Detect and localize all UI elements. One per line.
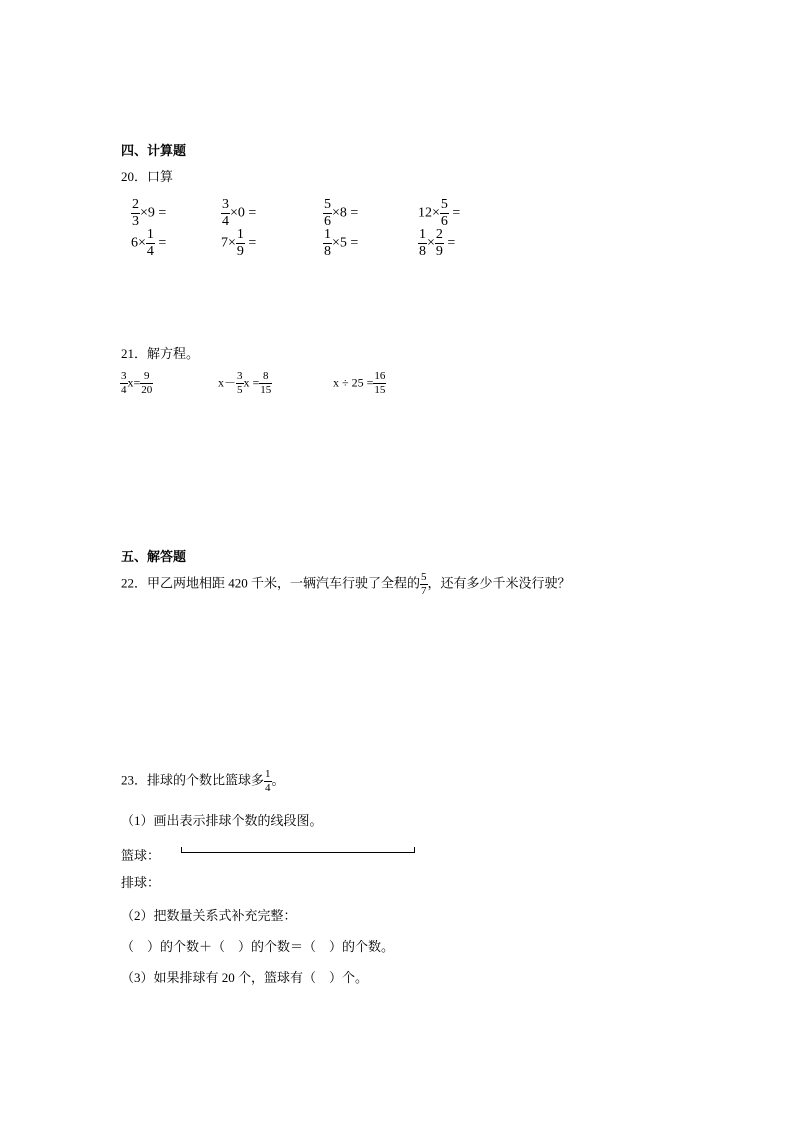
fraction: $\frac{1}{9}$ (236, 227, 244, 259)
q21-equation-2: x－ $\frac{3}{5}$ x = $\frac{8}{15}$ (218, 370, 272, 396)
question-22: 22．甲乙两地相距 420 千米，一辆汽车行驶了全程的 $\frac{5}{7}$ ，还有多少千米没行驶？ (121, 571, 571, 597)
fraction: $\frac{3}{5}$ (237, 370, 243, 396)
fraction: $\frac{5}{6}$ (440, 197, 448, 229)
q20-expression-5: 6× $\frac{1}{4}$ = (131, 227, 167, 259)
segment-tick-left (181, 847, 182, 853)
q20-expression-1: $\frac{2}{3}$ ×9 = (132, 197, 167, 229)
q21-equation-1: $\frac{3}{4}$ x= $\frac{9}{20}$ (121, 370, 153, 396)
fraction: $\frac{5}{7}$ (421, 571, 427, 597)
basketball-label: 篮球： (121, 848, 161, 863)
q20-expression-3: $\frac{5}{6}$ ×8 = (324, 197, 359, 229)
fraction: $\frac{2}{9}$ (435, 227, 443, 259)
fraction: $\frac{3}{4}$ (121, 370, 127, 396)
q20-expression-4: 12× $\frac{5}{6}$ = (418, 197, 461, 229)
fraction: $\frac{1}{8}$ (324, 227, 331, 259)
question-23-part-2: （2）把数量关系式补充完整： (121, 908, 297, 923)
section-heading-word-problems: 五、解答题 (121, 549, 187, 564)
question-20-title: 20．口算 (121, 169, 174, 184)
question-23-part-3: （3）如果排球有 20 个，篮球有（ ）个。 (121, 970, 369, 985)
fraction: $\frac{8}{15}$ (260, 370, 272, 396)
fraction: $\frac{1}{8}$ (419, 227, 426, 259)
q20-expression-2: $\frac{3}{4}$ ×0 = (222, 197, 257, 229)
question-21-title: 21．解方程。 (121, 346, 200, 361)
q20-expression-6: 7× $\frac{1}{9}$ = (221, 227, 257, 259)
fraction: $\frac{1}{4}$ (265, 768, 271, 794)
section-heading-calculation: 四、计算题 (121, 143, 187, 158)
question-23-relation: （ ）的个数＋（ ）的个数＝（ ）的个数。 (121, 939, 395, 954)
fraction: $\frac{16}{15}$ (374, 370, 386, 396)
q20-expression-7: $\frac{1}{8}$ ×5 = (324, 227, 359, 259)
fraction: $\frac{1}{4}$ (146, 227, 154, 259)
question-23: 23．排球的个数比篮球多 $\frac{1}{4}$ 。 (121, 768, 285, 794)
volleyball-label: 排球： (121, 875, 161, 890)
fraction: $\frac{2}{3}$ (132, 197, 139, 229)
q21-equation-3: x ÷ 25 = $\frac{16}{15}$ (333, 370, 386, 396)
segment-tick-right (414, 847, 415, 853)
segment-line (181, 852, 415, 853)
fraction: $\frac{5}{6}$ (324, 197, 331, 229)
q20-expression-8: $\frac{1}{8}$ × $\frac{2}{9}$ = (419, 227, 456, 259)
fraction: $\frac{3}{4}$ (222, 197, 229, 229)
fraction: $\frac{9}{20}$ (141, 370, 153, 396)
question-23-part-1: （1）画出表示排球个数的线段图。 (121, 813, 323, 828)
